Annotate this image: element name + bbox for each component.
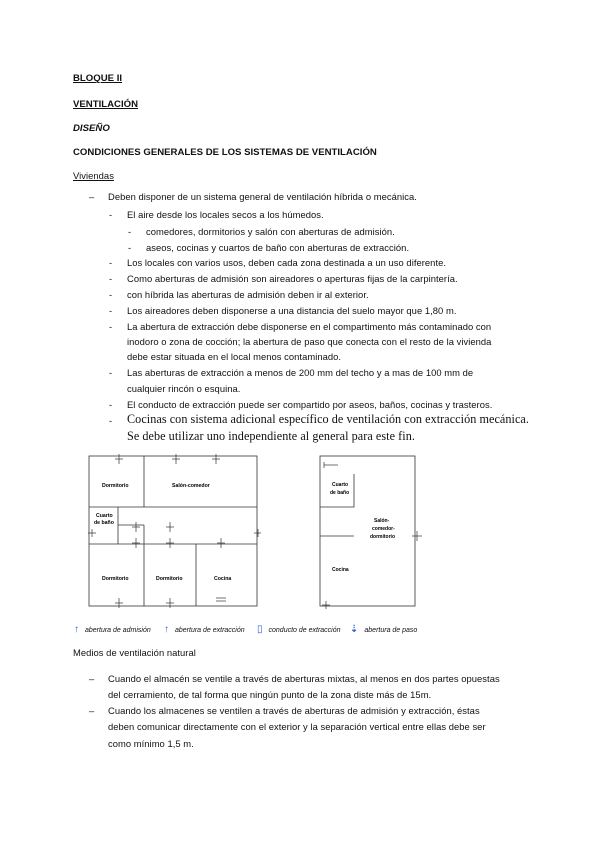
- bullet-dash: -: [109, 399, 113, 410]
- viviendas-subitem: aseos, cocinas y cuartos de baño con aberturas de extracción.: [146, 242, 410, 253]
- arrow-up-icon: ↑: [74, 624, 79, 635]
- floor-plan-1: [86, 450, 261, 615]
- bullet-dash: -: [109, 321, 113, 332]
- plan1-label-cocina: Cocina: [214, 576, 232, 582]
- viviendas-subitem: comedores, dormitorios y salón con aberturas de admisión.: [146, 226, 395, 237]
- viviendas-item: La abertura de extracción debe disponerse en el compartimento más contaminado con: [127, 321, 492, 332]
- heading-medios: Medios de ventilación natural: [73, 647, 196, 658]
- legend-extraccion: [164, 624, 245, 635]
- plan2-label-bano: Cuarto: [332, 482, 349, 488]
- heading-ventilacion: VENTILACIÓN: [73, 99, 139, 110]
- viviendas-item: El aire desde los locales secos a los húmedos.: [127, 209, 324, 220]
- viviendas-item: Los aireadores deben disponerse a una distancia del suelo mayor que 1,80 m.: [127, 305, 457, 316]
- viviendas-item: con híbrida las aberturas de admisión deben ir al exterior.: [127, 289, 369, 300]
- plan1-label-salon: Salón-comedor: [172, 483, 210, 489]
- bullet-dash: -: [109, 209, 113, 220]
- plan1-label-bano: Cuarto: [96, 513, 113, 519]
- heading-bloque: BLOQUE II: [73, 73, 123, 84]
- viviendas-item: Las aberturas de extracción a menos de 200 mm del techo y a mas de 100 mm de: [127, 367, 474, 378]
- viviendas-item: El conducto de extracción puede ser compartido por aseos, baños, cocinas y trasteros.: [127, 399, 493, 410]
- plan2-label-bano: de baño: [330, 490, 350, 496]
- bullet-dash: -: [109, 367, 113, 378]
- door-gap-icon: ⇣: [350, 624, 359, 635]
- medios-item: Cuando el almacén se ventile a través de aberturas mixtas, al menos en dos partes opuestas: [108, 673, 500, 684]
- medios-item: Cuando los almacenes se ventilen a través de aberturas de admisión y extracción, éstas: [108, 705, 480, 716]
- medios-item-cont: del cerramiento, de tal forma que ningún punto de la zona diste más de 15m.: [108, 689, 432, 700]
- plan2-label-salon: Salón-: [374, 518, 390, 524]
- bullet-dash: -: [128, 242, 132, 253]
- heading-condiciones: CONDICIONES GENERALES DE LOS SISTEMAS DE VENTILACIÓN: [73, 147, 377, 158]
- plan1-label-bano: de baño: [94, 520, 114, 526]
- heading-viviendas: Viviendas: [73, 170, 114, 181]
- arrow-up-icon: ↑: [164, 624, 169, 635]
- plan2-label-salon: comedor-: [372, 526, 395, 532]
- bullet-dash: -: [109, 305, 113, 316]
- legend-admision-label: abertura de admisión: [85, 627, 151, 634]
- viviendas-item: Los locales con varios usos, deben cada zona destinada a un uso diferente.: [127, 257, 447, 268]
- medios-item-cont: deben comunicar directamente con el exterior y la separación vertical entre ellas debe ser: [108, 721, 486, 732]
- bullet-dash: -: [128, 226, 132, 237]
- viviendas-item-cont: Se debe utilizar uno independiente al general para este fin.: [127, 429, 415, 443]
- heading-diseno: DISEÑO: [73, 123, 110, 134]
- bullet-dash: –: [89, 191, 95, 202]
- legend-extraccion-label: abertura de extracción: [175, 627, 245, 634]
- bullet-dash: –: [89, 673, 95, 684]
- viviendas-item-cont: debe estar situada en el local menos contaminado.: [127, 351, 342, 362]
- legend-paso: [350, 624, 417, 635]
- floor-plan-2: [316, 450, 432, 615]
- bullet-dash: -: [109, 257, 113, 268]
- plan1-label-dormitorio: Dormitorio: [156, 576, 183, 582]
- plan1-label-dormitorio: Dormitorio: [102, 576, 129, 582]
- plan2-label-cocina: Cocina: [332, 567, 349, 573]
- plan1-label-dormitorio: Dormitorio: [102, 483, 129, 489]
- viviendas-item-cont: cualquier rincón o esquina.: [127, 383, 241, 394]
- medios-item-cont: como mínimo 1,5 m.: [108, 738, 194, 749]
- bullet-dash: -: [109, 289, 113, 300]
- duct-icon: ▯: [257, 624, 263, 635]
- plan2-label-salon: dormitorio: [370, 534, 395, 540]
- legend-conducto-label: conducto de extracción: [268, 627, 341, 634]
- viviendas-main: Deben disponer de un sistema general de ventilación híbrida o mecánica.: [108, 191, 417, 202]
- viviendas-item-cont: inodoro o zona de cocción; la abertura de paso que conecta con el resto de la vivienda: [127, 336, 492, 347]
- legend-admision: [74, 624, 151, 635]
- bullet-dash: -: [109, 415, 113, 426]
- viviendas-item: Cocinas con sistema adicional específico de ventilación con extracción mecánica.: [127, 412, 529, 426]
- bullet-dash: -: [109, 273, 113, 284]
- legend-paso-label: abertura de paso: [364, 627, 418, 634]
- viviendas-item: Como aberturas de admisión son aireadores o aperturas fijas de la carpintería.: [127, 273, 458, 284]
- bullet-dash: –: [89, 705, 95, 716]
- legend-conducto: [257, 624, 341, 635]
